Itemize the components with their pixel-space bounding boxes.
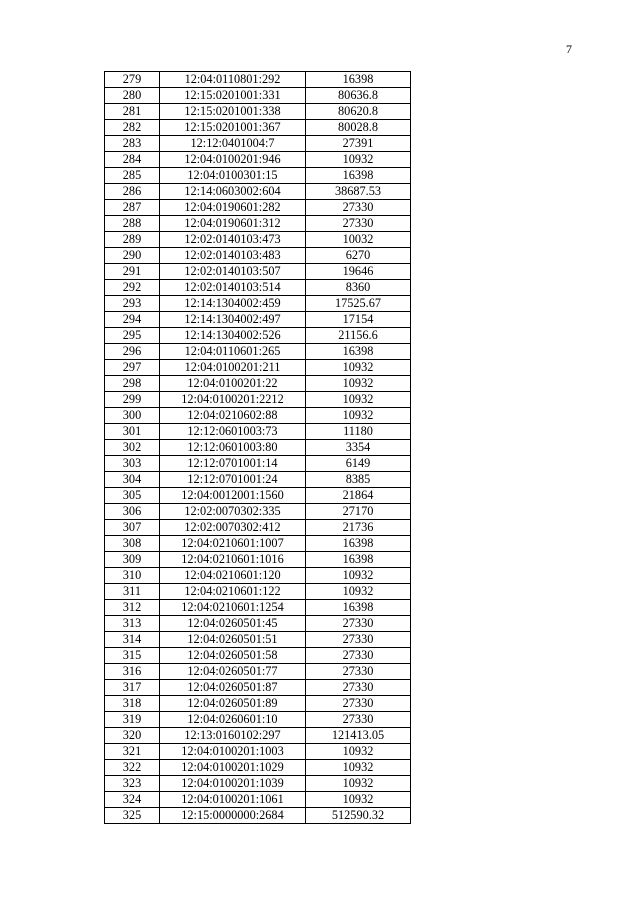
row-number-cell: 322 bbox=[105, 760, 160, 776]
value-cell: 27170 bbox=[306, 504, 411, 520]
row-number-cell: 312 bbox=[105, 600, 160, 616]
row-number-cell: 279 bbox=[105, 72, 160, 88]
table-row bbox=[105, 520, 411, 536]
row-number-cell: 283 bbox=[105, 136, 160, 152]
cadastral-number-cell: 12:12:0401004:7 bbox=[160, 136, 306, 152]
cadastral-number-cell: 12:04:0110801:292 bbox=[160, 72, 306, 88]
row-number-cell: 315 bbox=[105, 648, 160, 664]
table-row bbox=[105, 728, 411, 744]
value-cell: 17525.67 bbox=[306, 296, 411, 312]
row-number-cell: 287 bbox=[105, 200, 160, 216]
value-cell: 16398 bbox=[306, 168, 411, 184]
value-cell: 27330 bbox=[306, 696, 411, 712]
cadastral-number-cell: 12:04:0100201:1003 bbox=[160, 744, 306, 760]
row-number-cell: 288 bbox=[105, 216, 160, 232]
cadastral-number-cell: 12:02:0070302:335 bbox=[160, 504, 306, 520]
row-number-cell: 311 bbox=[105, 584, 160, 600]
row-number-cell: 304 bbox=[105, 472, 160, 488]
value-cell: 10932 bbox=[306, 376, 411, 392]
table-row bbox=[105, 344, 411, 360]
row-number-cell: 290 bbox=[105, 248, 160, 264]
cadastral-number-cell: 12:02:0140103:473 bbox=[160, 232, 306, 248]
row-number-cell: 285 bbox=[105, 168, 160, 184]
row-number-cell: 305 bbox=[105, 488, 160, 504]
table-row bbox=[105, 696, 411, 712]
value-cell: 10932 bbox=[306, 360, 411, 376]
cadastral-number-cell: 12:15:0000000:2684 bbox=[160, 808, 306, 824]
value-cell: 11180 bbox=[306, 424, 411, 440]
row-number-cell: 293 bbox=[105, 296, 160, 312]
table-row bbox=[105, 104, 411, 120]
cadastral-number-cell: 12:04:0210602:88 bbox=[160, 408, 306, 424]
row-number-cell: 323 bbox=[105, 776, 160, 792]
cadastral-number-cell: 12:02:0070302:412 bbox=[160, 520, 306, 536]
cadastral-number-cell: 12:04:0260501:87 bbox=[160, 680, 306, 696]
row-number-cell: 307 bbox=[105, 520, 160, 536]
table-row bbox=[105, 808, 411, 824]
table-row bbox=[105, 120, 411, 136]
cadastral-number-cell: 12:14:0603002:604 bbox=[160, 184, 306, 200]
row-number-cell: 300 bbox=[105, 408, 160, 424]
value-cell: 16398 bbox=[306, 344, 411, 360]
cadastral-number-cell: 12:04:0100201:1061 bbox=[160, 792, 306, 808]
row-number-cell: 310 bbox=[105, 568, 160, 584]
value-cell: 27330 bbox=[306, 216, 411, 232]
table-row bbox=[105, 168, 411, 184]
row-number-cell: 314 bbox=[105, 632, 160, 648]
cadastral-number-cell: 12:15:0201001:338 bbox=[160, 104, 306, 120]
value-cell: 10932 bbox=[306, 408, 411, 424]
table-row bbox=[105, 264, 411, 280]
row-number-cell: 302 bbox=[105, 440, 160, 456]
value-cell: 10932 bbox=[306, 584, 411, 600]
row-number-cell: 320 bbox=[105, 728, 160, 744]
table-row bbox=[105, 568, 411, 584]
table-body bbox=[105, 72, 411, 824]
row-number-cell: 313 bbox=[105, 616, 160, 632]
value-cell: 80028.8 bbox=[306, 120, 411, 136]
table-row bbox=[105, 184, 411, 200]
table-row bbox=[105, 440, 411, 456]
cadastral-number-cell: 12:04:0100201:2212 bbox=[160, 392, 306, 408]
row-number-cell: 306 bbox=[105, 504, 160, 520]
cadastral-number-cell: 12:04:0210601:1254 bbox=[160, 600, 306, 616]
value-cell: 512590.32 bbox=[306, 808, 411, 824]
row-number-cell: 299 bbox=[105, 392, 160, 408]
value-cell: 6149 bbox=[306, 456, 411, 472]
table-row bbox=[105, 760, 411, 776]
table-row bbox=[105, 152, 411, 168]
cadastral-number-cell: 12:12:0701001:14 bbox=[160, 456, 306, 472]
table-row bbox=[105, 136, 411, 152]
value-cell: 21864 bbox=[306, 488, 411, 504]
value-cell: 10932 bbox=[306, 152, 411, 168]
table-row bbox=[105, 680, 411, 696]
value-cell: 16398 bbox=[306, 536, 411, 552]
table-row bbox=[105, 72, 411, 88]
row-number-cell: 295 bbox=[105, 328, 160, 344]
value-cell: 121413.05 bbox=[306, 728, 411, 744]
table-row bbox=[105, 248, 411, 264]
row-number-cell: 292 bbox=[105, 280, 160, 296]
cadastral-number-cell: 12:04:0100201:1039 bbox=[160, 776, 306, 792]
cadastral-number-cell: 12:02:0140103:514 bbox=[160, 280, 306, 296]
value-cell: 27330 bbox=[306, 632, 411, 648]
table-row bbox=[105, 552, 411, 568]
cadastral-number-cell: 12:04:0260601:10 bbox=[160, 712, 306, 728]
table-row bbox=[105, 664, 411, 680]
row-number-cell: 321 bbox=[105, 744, 160, 760]
value-cell: 10032 bbox=[306, 232, 411, 248]
row-number-cell: 317 bbox=[105, 680, 160, 696]
table-row bbox=[105, 616, 411, 632]
cadastral-number-cell: 12:04:0100201:211 bbox=[160, 360, 306, 376]
table-row bbox=[105, 312, 411, 328]
value-cell: 16398 bbox=[306, 552, 411, 568]
table-row bbox=[105, 408, 411, 424]
value-cell: 80636.8 bbox=[306, 88, 411, 104]
cadastral-number-cell: 12:04:0190601:312 bbox=[160, 216, 306, 232]
cadastral-number-cell: 12:04:0210601:122 bbox=[160, 584, 306, 600]
cadastral-number-cell: 12:14:1304002:459 bbox=[160, 296, 306, 312]
table-row bbox=[105, 360, 411, 376]
cadastral-number-cell: 12:15:0201001:367 bbox=[160, 120, 306, 136]
cadastral-number-cell: 12:04:0260501:51 bbox=[160, 632, 306, 648]
row-number-cell: 308 bbox=[105, 536, 160, 552]
row-number-cell: 325 bbox=[105, 808, 160, 824]
table-row bbox=[105, 376, 411, 392]
table-row bbox=[105, 744, 411, 760]
cadastral-number-cell: 12:14:1304002:526 bbox=[160, 328, 306, 344]
cadastral-number-cell: 12:04:0260501:77 bbox=[160, 664, 306, 680]
value-cell: 38687.53 bbox=[306, 184, 411, 200]
table-row bbox=[105, 200, 411, 216]
value-cell: 6270 bbox=[306, 248, 411, 264]
cadastral-number-cell: 12:04:0210601:1016 bbox=[160, 552, 306, 568]
cadastral-number-cell: 12:04:0012001:1560 bbox=[160, 488, 306, 504]
row-number-cell: 296 bbox=[105, 344, 160, 360]
value-cell: 27330 bbox=[306, 648, 411, 664]
row-number-cell: 289 bbox=[105, 232, 160, 248]
value-cell: 19646 bbox=[306, 264, 411, 280]
table-row bbox=[105, 600, 411, 616]
table-row bbox=[105, 232, 411, 248]
value-cell: 27330 bbox=[306, 616, 411, 632]
table-row bbox=[105, 648, 411, 664]
row-number-cell: 318 bbox=[105, 696, 160, 712]
row-number-cell: 301 bbox=[105, 424, 160, 440]
value-cell: 16398 bbox=[306, 600, 411, 616]
value-cell: 21156.6 bbox=[306, 328, 411, 344]
value-cell: 8360 bbox=[306, 280, 411, 296]
row-number-cell: 294 bbox=[105, 312, 160, 328]
row-number-cell: 303 bbox=[105, 456, 160, 472]
cadastral-number-cell: 12:14:1304002:497 bbox=[160, 312, 306, 328]
table-row bbox=[105, 536, 411, 552]
value-cell: 10932 bbox=[306, 776, 411, 792]
value-cell: 27330 bbox=[306, 712, 411, 728]
page-number: 7 bbox=[566, 42, 572, 56]
row-number-cell: 280 bbox=[105, 88, 160, 104]
cadastral-number-cell: 12:04:0260501:58 bbox=[160, 648, 306, 664]
cadastral-number-cell: 12:12:0701001:24 bbox=[160, 472, 306, 488]
row-number-cell: 291 bbox=[105, 264, 160, 280]
row-number-cell: 281 bbox=[105, 104, 160, 120]
cadastral-number-cell: 12:04:0210601:1007 bbox=[160, 536, 306, 552]
value-cell: 10932 bbox=[306, 392, 411, 408]
row-number-cell: 309 bbox=[105, 552, 160, 568]
value-cell: 17154 bbox=[306, 312, 411, 328]
table-row bbox=[105, 632, 411, 648]
cadastral-number-cell: 12:04:0100201:946 bbox=[160, 152, 306, 168]
cadastral-number-cell: 12:04:0210601:120 bbox=[160, 568, 306, 584]
table-row bbox=[105, 776, 411, 792]
table-row bbox=[105, 296, 411, 312]
row-number-cell: 316 bbox=[105, 664, 160, 680]
table-row bbox=[105, 456, 411, 472]
row-number-cell: 284 bbox=[105, 152, 160, 168]
value-cell: 27330 bbox=[306, 680, 411, 696]
cadastral-number-cell: 12:12:0601003:80 bbox=[160, 440, 306, 456]
cadastral-number-cell: 12:04:0100201:1029 bbox=[160, 760, 306, 776]
table-row bbox=[105, 792, 411, 808]
cadastral-number-cell: 12:13:0160102:297 bbox=[160, 728, 306, 744]
table-row bbox=[105, 504, 411, 520]
table-row bbox=[105, 88, 411, 104]
value-cell: 3354 bbox=[306, 440, 411, 456]
value-cell: 8385 bbox=[306, 472, 411, 488]
row-number-cell: 286 bbox=[105, 184, 160, 200]
cadastral-number-cell: 12:04:0260501:89 bbox=[160, 696, 306, 712]
table-row bbox=[105, 392, 411, 408]
value-cell: 16398 bbox=[306, 72, 411, 88]
table-row bbox=[105, 280, 411, 296]
value-cell: 10932 bbox=[306, 568, 411, 584]
table-row bbox=[105, 712, 411, 728]
cadastral-number-cell: 12:04:0100301:15 bbox=[160, 168, 306, 184]
value-cell: 80620.8 bbox=[306, 104, 411, 120]
cadastral-number-cell: 12:15:0201001:331 bbox=[160, 88, 306, 104]
table-row bbox=[105, 424, 411, 440]
table-row bbox=[105, 328, 411, 344]
row-number-cell: 324 bbox=[105, 792, 160, 808]
table-row bbox=[105, 584, 411, 600]
value-cell: 10932 bbox=[306, 760, 411, 776]
cadastral-number-cell: 12:12:0601003:73 bbox=[160, 424, 306, 440]
value-cell: 27330 bbox=[306, 200, 411, 216]
table-row bbox=[105, 216, 411, 232]
row-number-cell: 319 bbox=[105, 712, 160, 728]
data-table bbox=[104, 71, 411, 824]
table-row bbox=[105, 488, 411, 504]
row-number-cell: 297 bbox=[105, 360, 160, 376]
cadastral-number-cell: 12:02:0140103:483 bbox=[160, 248, 306, 264]
value-cell: 10932 bbox=[306, 744, 411, 760]
value-cell: 27391 bbox=[306, 136, 411, 152]
cadastral-number-cell: 12:02:0140103:507 bbox=[160, 264, 306, 280]
cadastral-number-cell: 12:04:0100201:22 bbox=[160, 376, 306, 392]
value-cell: 10932 bbox=[306, 792, 411, 808]
value-cell: 27330 bbox=[306, 664, 411, 680]
cadastral-number-cell: 12:04:0190601:282 bbox=[160, 200, 306, 216]
cadastral-number-cell: 12:04:0110601:265 bbox=[160, 344, 306, 360]
row-number-cell: 298 bbox=[105, 376, 160, 392]
value-cell: 21736 bbox=[306, 520, 411, 536]
cadastral-number-cell: 12:04:0260501:45 bbox=[160, 616, 306, 632]
row-number-cell: 282 bbox=[105, 120, 160, 136]
table-row bbox=[105, 472, 411, 488]
